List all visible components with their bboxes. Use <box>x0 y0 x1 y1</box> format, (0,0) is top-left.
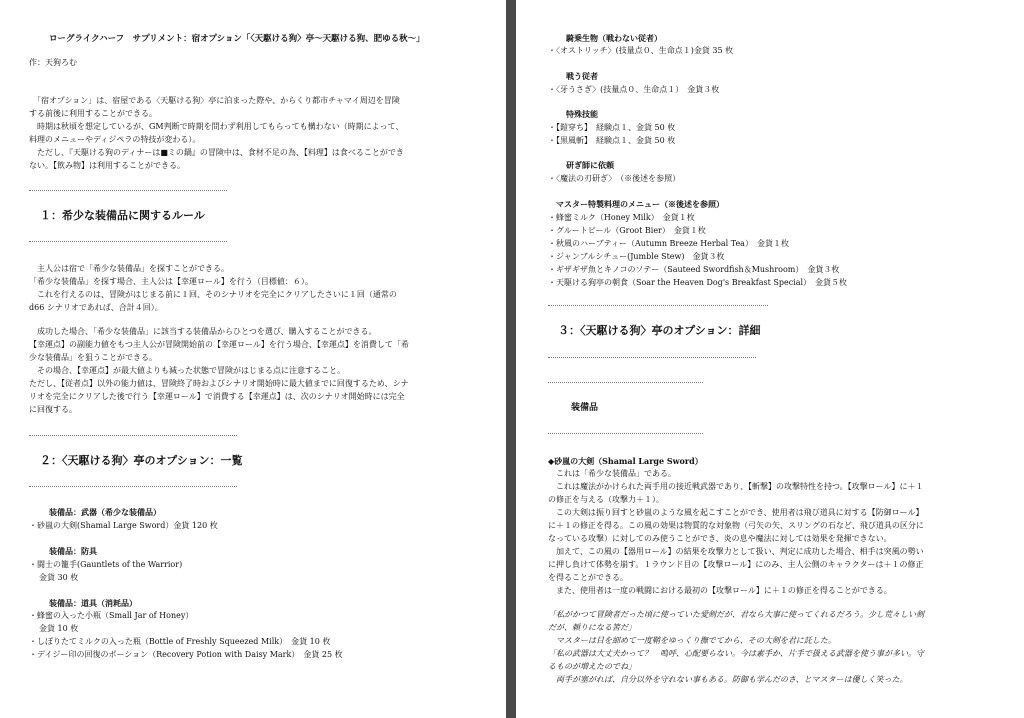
section1-paragraph-2: 成功した場合、「希少な装備品」に該当する装備品からひとつを選び、購入することができる。 【幸運点】の副能力値をもつ主人公が冒険開始前の【幸運ロール】を行う場合、【幸運点】を消費して「希 少な装備品」を狙うことができる。 その場合、【幸運点】が最大値よりも減った状態で冒険がはじまる点に注意すること。 ただし、【従者点】以外の能力値は、冒険終了時およびシナリオ開始時に最大値までに回復するため、シナ リオを完全にクリアした後で行う【幸運ロール】で消費する【幸運点】は、次のシナリオ開始時には完全 に回復する。 <box>29 327 409 414</box>
section-rule <box>29 241 227 242</box>
author-line: 作：天狗ろむ <box>29 58 77 67</box>
fighters-heading: 戦う従者 <box>566 71 598 81</box>
armor-price: 金貨 30 枚 <box>39 573 79 582</box>
tools-item-potion: ・デイジー印の回復のポーション（Recovery Potion with Daisy Mark） 金貨 25 枚 <box>29 650 343 659</box>
menu-item: ・ギザギザ魚とキノコのソテー（Sauteed Swordfish＆Mushroom） 金貨３枚 <box>548 265 840 274</box>
menu-item: ・グルートビール（Groot Bier） 金貨１枚 <box>548 226 706 235</box>
sword-description: これは「希少な装備品」である。 これは魔法がかけられた両手用の接近戦武器であり、【斬撃】の攻撃特性を持つ。【攻撃ロール】に＋１ の修正を与える（攻撃力＋１）。 この大剣は振り回すと砂嵐のような風を起こすことができ、使用者は飛び道具に対する【防御ロール】 に＋１の修正を得る。この風の効果は物質的な対象物（弓矢の矢、スリングの石など、飛び道具の区分に なっている攻撃）に対してのみ使うことができ、炎の息や魔法に対しては効果を発揮できない。 加えて、この風の【器用ロール】の結果を攻撃力として扱い、判定に成功した場合、相手は突風の勢い に押し負けて体勢を崩す。１ラウンド目の【攻撃ロール】にのみ、主人公側のキャラクターは＋１の修正 を得ることができる。 また、使用者は一度の戦闘における最初の【攻撃ロール】に＋１の修正を得ることができる。 <box>548 469 924 595</box>
section-rule <box>548 382 703 383</box>
left-page <box>0 0 506 718</box>
document-title: ローグライクハーフ サプリメント：宿オプション「〈天駆ける狗〉亭～天駆ける狗、肥ゆる秋～」 <box>49 34 425 44</box>
tools-heading: 装備品：道具（消耗品） <box>49 598 137 608</box>
sword-heading: ◆砂嵐の大剣（Shamal Large Sword） <box>548 456 703 466</box>
page-divider <box>506 0 516 718</box>
armor-item: ・闘士の籠手(Gauntlets of the Warrior) <box>29 560 183 569</box>
fighters-item: ・〈牙うさぎ〉(技量点０、生命点１） 金貨３枚 <box>548 85 720 94</box>
section1-paragraph-1: 主人公は宿で「希少な装備品」を探すことができる。 「希少な装備品」を探す場合、主人公は【幸運ロール】を行う（目標値：６）。 これを行えるのは、冒険がはじまる前に１回、そのシナリオを完全にクリアしたさいに１回（通常の d66 シナリオであれば、合計４回）。 <box>29 264 397 312</box>
master-quote: 「私がかつて冒険者だった頃に使っていた愛剣だが、君なら大事に使ってくれるだろう。少し荒々しい剣 だが、頼りになる筈だ」 マスターは目を細めて一度鞘をゆっくり撫でてから、その大剣を君に託した。 「私の武器は大丈夫かって？ 嗚呼、心配要らない。今は素手か、片手で扱える武器を使う事が多い。守 るものが増えたのでね」 両手が塞がれば、自分以外を守れない事もある。防御も学んだのさ、とマスターは優しく笑った。 <box>548 610 924 684</box>
intro-paragraph: 「宿オプション」は、宿屋である〈天駆ける狗〉亭に泊まった際や、からくり都市チャマイ周辺を冒険 する前後に利用することができる。 時期は秋頃を想定しているが、GM判断で時期を問わず利用してもらっても構わない（時期によって、 料理のメニューやディジペラの特技が変わる）。 ただし、『天駆ける狗のディナーは■ミの鍋』の冒険中は、食材不足の為、【料理】は食べることができ ない。【飲み物】は利用することができる。 <box>29 96 404 170</box>
mounts-heading: 騎乗生物（戦わない従者） <box>566 33 662 43</box>
smith-item: ・〈魔法の刃研ぎ〉 （※後述を参照） <box>548 174 681 183</box>
right-page <box>516 0 1024 718</box>
weapons-heading: 装備品：武器（希少な装備品） <box>49 507 161 517</box>
menu-heading: マスター特製料理のメニュー（※後述を参照） <box>556 199 724 209</box>
weapons-item: ・砂嵐の大剣(Shamal Large Sword）金貨 120 枚 <box>29 521 218 530</box>
section-rule <box>29 435 237 436</box>
section-rule <box>548 433 703 434</box>
section-rule <box>29 190 227 191</box>
menu-item: ・ジャンブルシチュー(Jumble Stew) 金貨３枚 <box>548 252 725 261</box>
section3-heading: ３：〈天駆ける狗〉亭のオプション：詳細 <box>558 324 761 337</box>
menu-item: ・天駆ける狗亭の朝食（Soar the Heaven Dog's Breakfast Special） 金貨５枚 <box>548 278 848 287</box>
armor-heading: 装備品：防具 <box>49 546 97 556</box>
smith-heading: 研ぎ師に依頼 <box>566 160 614 170</box>
section2-heading: ２：〈天駆ける狗〉亭のオプション：一覧 <box>40 454 243 467</box>
tools-item-milk: ・しぼりたてミルクの入った瓶（Bottle of Freshly Squeezed Milk） 金貨 10 枚 <box>29 637 331 646</box>
section-rule <box>548 357 756 358</box>
section-rule <box>29 486 237 487</box>
section-rule <box>548 305 768 306</box>
menu-item: ・秋風のハーブティー（Autumn Breeze Herbal Tea） 金貨１枚 <box>548 239 789 248</box>
equipment-heading: 装備品 <box>571 403 599 413</box>
menu-item: ・蜂蜜ミルク（Honey Milk） 金貨１枚 <box>548 213 695 222</box>
mounts-item: ・〈オストリッチ〉(技量点０、生命点１)金貨 35 枚 <box>548 46 734 55</box>
section1-heading: １：希少な装備品に関するルール <box>40 209 205 222</box>
tools-item-honey: ・蜂蜜の入った小瓶（Small Jar of Honey） <box>29 611 194 620</box>
skills-item-black-wind: ・【黒風斬】 経験点１、金貨 50 枚 <box>548 136 676 145</box>
skills-item-armor-pierce: ・【鎧穿ち】 経験点１、金貨 50 枚 <box>548 123 676 132</box>
tools-item-honey-price: 金貨 10 枚 <box>39 624 79 633</box>
skills-heading: 特殊技能 <box>566 109 598 119</box>
